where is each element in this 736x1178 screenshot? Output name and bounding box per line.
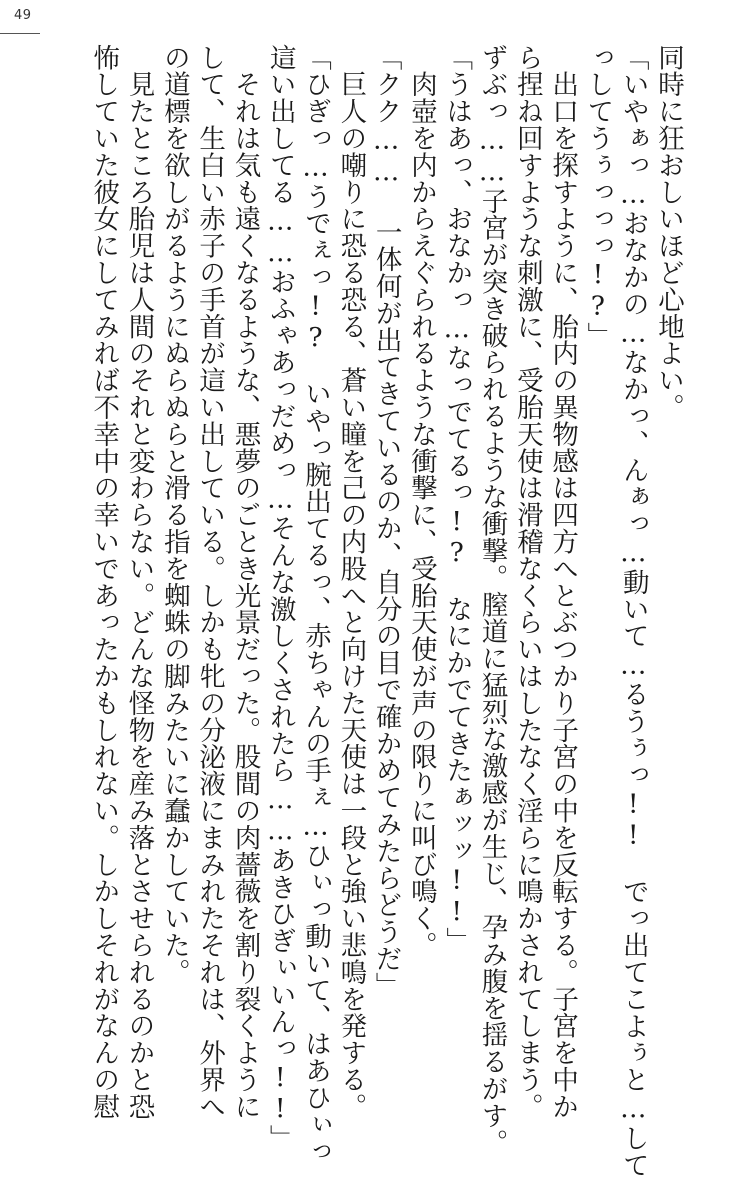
text-line: 「ひぎっ…うでぇっ!? いやっ腕出てるっ、赤ちゃんの手ぇ…ひぃっ動いて、はあひぃっ <box>300 44 332 1165</box>
text-line: 怖していた彼女にしてみれば不幸中の幸いであったかもしれない。しかしそれがなんの慰 <box>88 44 120 1120</box>
text-line: 同時に狂おしいほど心地よい。 <box>653 44 684 421</box>
page-number-rule <box>0 33 40 34</box>
text-line: 「うはあっ、おなかっ…なっでてるっ!? なにかでてきたぁッッ!!」 <box>441 44 473 955</box>
text-line: の道標を欲しがるようにぬらぬらと滑る指を蜘蛛の脚みたいに蠢かしていた。 <box>158 44 190 986</box>
body-text <box>86 44 686 1178</box>
text-line: 「クク…… 一体何が出てきているのか、自分の目で確かめてみたらどうだ」 <box>370 44 402 999</box>
text-line: 這い出してる……おふゃあっだめっ…そんな激しくされたら……あきひぎぃいんっ!!」 <box>264 44 296 1152</box>
text-line: ら捏ね回すような刺激に、受胎天使は滑稽なくらいはしたなく淫らに鳴かされてしまう。 <box>511 44 543 1120</box>
page-number: 49 <box>14 8 32 23</box>
text-line: 肉壺を内からえぐられるような衝撃に、受胎天使が声の限りに叫び鳴く。 <box>405 44 437 959</box>
text-line: して、生白い赤子の手首が這い出している。しかも牝の分泌液にまみれたそれは、外界へ <box>194 44 226 1120</box>
text-line: 「いやぁっ…おなかの…なかっ、んぁっ…動いて…るうぅっ!! でっ出てこよぅと…して <box>617 44 649 1178</box>
text-line: っしてうぅっっっ!?」 <box>582 44 614 349</box>
text-line: 巨人の嘲りに恐る恐る、蒼い瞳を己の内股へと向けた天使は一段と強い悲鳴を発する。 <box>335 44 367 1120</box>
text-line: 見たところ胎児は人間のそれと変わらない。どんな怪物を産み落とさせられるのかと恐 <box>123 44 155 1120</box>
text-line: 出口を探すように、胎内の異物感は四方へとぶつかり子宮の中を反転する。子宮を中か <box>547 44 579 1120</box>
text-line: それは気も遠くなるような、悪夢のごとき光景だった。股間の肉薔薇を割り裂くように <box>229 44 261 1120</box>
text-line: ずぶっ……子宮が突き破られるような衝撃。膣道に猛烈な激感が生じ、孕み腹を揺るがす。 <box>476 44 508 1156</box>
